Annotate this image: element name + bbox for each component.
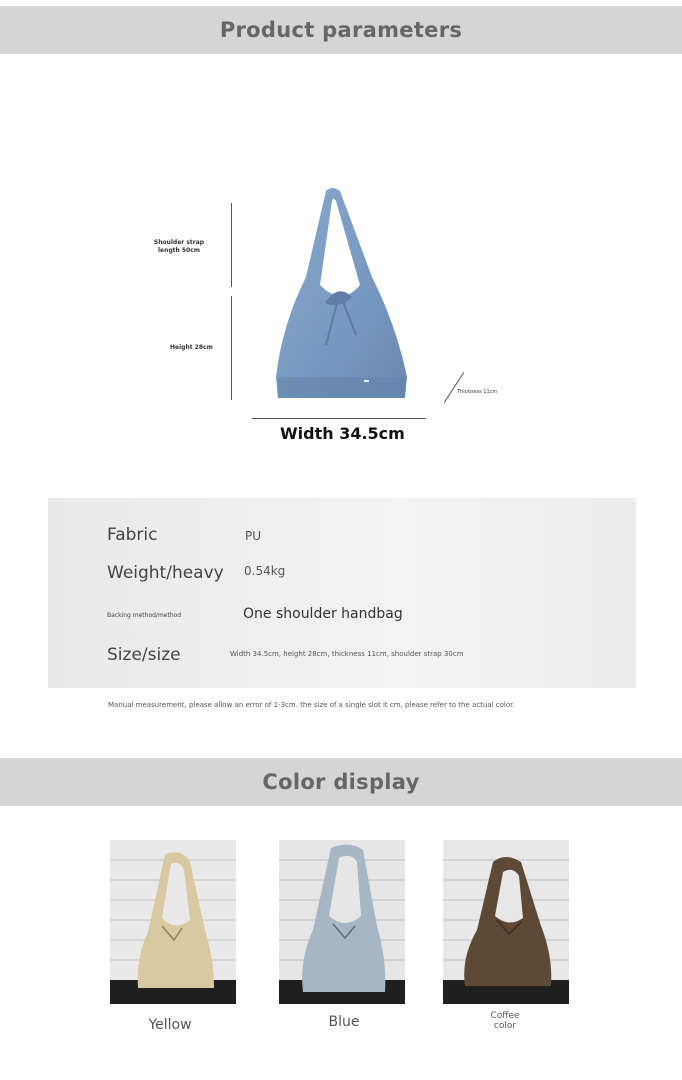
swatch-label-coffee: Coffee color: [490, 1011, 520, 1031]
param-value-size: Width 34.5cm, height 28cm, thickness 11cm, shoulder strap 30cm: [230, 650, 464, 658]
product-parameters-banner: [0, 6, 682, 54]
thickness-dimension-line: [444, 372, 464, 403]
parameter-table: [48, 498, 636, 688]
measurement-note: Manual measurement, please allow an error of 1-3cm. the size of a single slot it cm, please refer to the actual color.: [108, 701, 515, 709]
param-name-weight: Weight/heavy: [107, 563, 224, 583]
blue-bag-image: [279, 840, 405, 1004]
param-name-size: Size/size: [107, 645, 181, 665]
height-label: Height 28cm: [170, 344, 213, 351]
swatch-coffee[interactable]: [443, 840, 569, 1004]
swatch-label-blue: Blue: [328, 1014, 360, 1030]
swatch-yellow[interactable]: [110, 840, 236, 1004]
swatch-blue[interactable]: [279, 840, 405, 1004]
strap-dimension-line: [231, 203, 232, 287]
swatch-label-yellow: Yellow: [148, 1017, 192, 1033]
coffee-bag-image: [443, 840, 569, 1004]
param-value-fabric: PU: [245, 529, 262, 543]
param-value-weight: 0.54kg: [244, 564, 286, 578]
thickness-label: Thickness 11cm: [457, 389, 498, 395]
height-dimension-line: [231, 296, 232, 400]
color-display-banner: [0, 758, 682, 806]
width-label: Width 34.5cm: [280, 424, 405, 443]
strap-length-label: Shoulder strap length 50cm: [153, 239, 205, 254]
yellow-bag-image: [110, 840, 236, 1004]
color-display-title: Color display: [262, 770, 420, 794]
product-parameters-title: Product parameters: [219, 18, 463, 42]
product-image: [270, 185, 415, 405]
param-name-fabric: Fabric: [107, 525, 158, 545]
param-name-backing-method: Backing method/method: [107, 612, 182, 619]
param-value-backing-method: One shoulder handbag: [243, 606, 403, 622]
width-dimension-line: [252, 418, 426, 419]
